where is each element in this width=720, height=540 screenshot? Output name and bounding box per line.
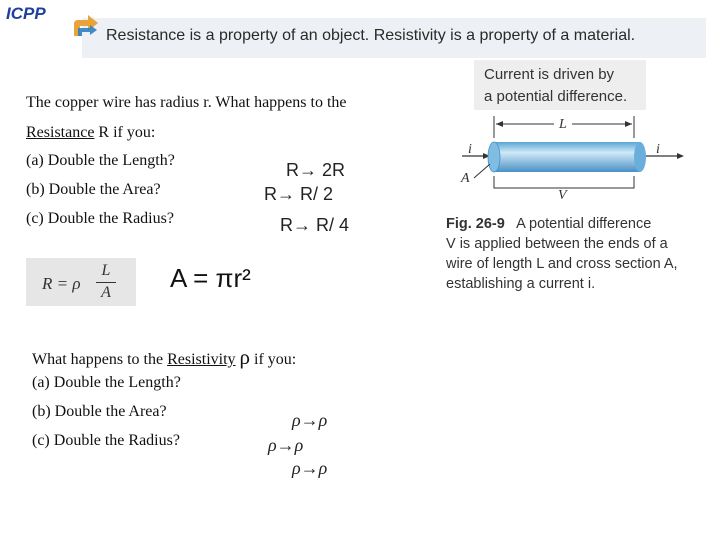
resistivity-word: Resistivity	[167, 351, 236, 368]
banner-text: Resistance is a property of an object. Resistivity is a property of a material.	[106, 27, 636, 44]
caption-line-2: V is applied between the ends of a	[446, 236, 668, 252]
arrow-icon	[68, 14, 100, 40]
resistivity-answer-b: ρ→ρ	[268, 435, 304, 455]
label-voltage: V	[558, 188, 567, 203]
resistance-question-b: (b) Double the Area?	[26, 181, 161, 198]
resistance-intro-rest: R if you:	[98, 124, 156, 141]
resistance-answer-c: R→ R/ 4	[280, 215, 350, 235]
area-formula: A = πr²	[170, 263, 251, 293]
resistance-formula-denominator: A	[101, 284, 111, 301]
length-arrow-right	[625, 121, 632, 127]
resistance-answer-b: R→ R/ 2	[264, 184, 334, 204]
wire-end-left	[488, 142, 500, 172]
voltage-bracket	[494, 176, 634, 188]
resistance-question-c: (c) Double the Radius?	[26, 210, 174, 227]
callout-line-1: Current is driven by	[484, 66, 615, 83]
resistance-intro: The copper wire has radius r. What happens to the	[26, 94, 347, 111]
resistance-answer-a: R→ 2R	[286, 160, 346, 180]
caption-line-3: wire of length L and cross section A,	[446, 256, 678, 272]
wire-end-right	[634, 142, 646, 172]
length-arrow-left	[496, 121, 503, 127]
brand-title: ICPP	[6, 4, 46, 23]
label-current-left: i	[468, 142, 472, 157]
area-pointer	[474, 164, 490, 178]
label-length: L	[559, 117, 567, 132]
caption-fig-label: Fig. 26-9	[446, 216, 505, 232]
resistance-intro-2	[26, 124, 155, 142]
resistivity-question-a: (a) Double the Length?	[32, 374, 181, 391]
resistance-formula-numerator: L	[101, 262, 111, 279]
resistance-question-a: (a) Double the Length?	[26, 152, 175, 169]
rho-symbol: ρ	[239, 345, 251, 369]
label-area: A	[461, 171, 470, 186]
resistivity-intro-start: What happens to the	[32, 351, 164, 368]
resistivity-answer-c: ρ→ρ	[292, 458, 328, 478]
label-current-right: i	[656, 142, 660, 157]
resistivity-question-c: (c) Double the Radius?	[32, 432, 180, 449]
current-arrow-right	[677, 153, 684, 159]
figure-caption	[446, 214, 706, 294]
wire-body	[494, 142, 640, 172]
caption-text-1: A potential difference	[516, 216, 652, 232]
resistivity-question-b: (b) Double the Area?	[32, 403, 167, 420]
resistivity-intro-rest: if you:	[254, 351, 297, 368]
resistivity-intro	[32, 345, 296, 370]
callout-line-2: a potential difference.	[484, 88, 628, 105]
caption-line-1	[446, 214, 706, 234]
resistance-word: Resistance	[26, 124, 95, 141]
resistivity-answer-a: ρ→ρ	[292, 410, 328, 430]
caption-line-4: establishing a current i.	[446, 276, 596, 292]
fraction-bar	[96, 282, 116, 283]
resistance-formula-lhs: R = ρ	[42, 274, 81, 293]
